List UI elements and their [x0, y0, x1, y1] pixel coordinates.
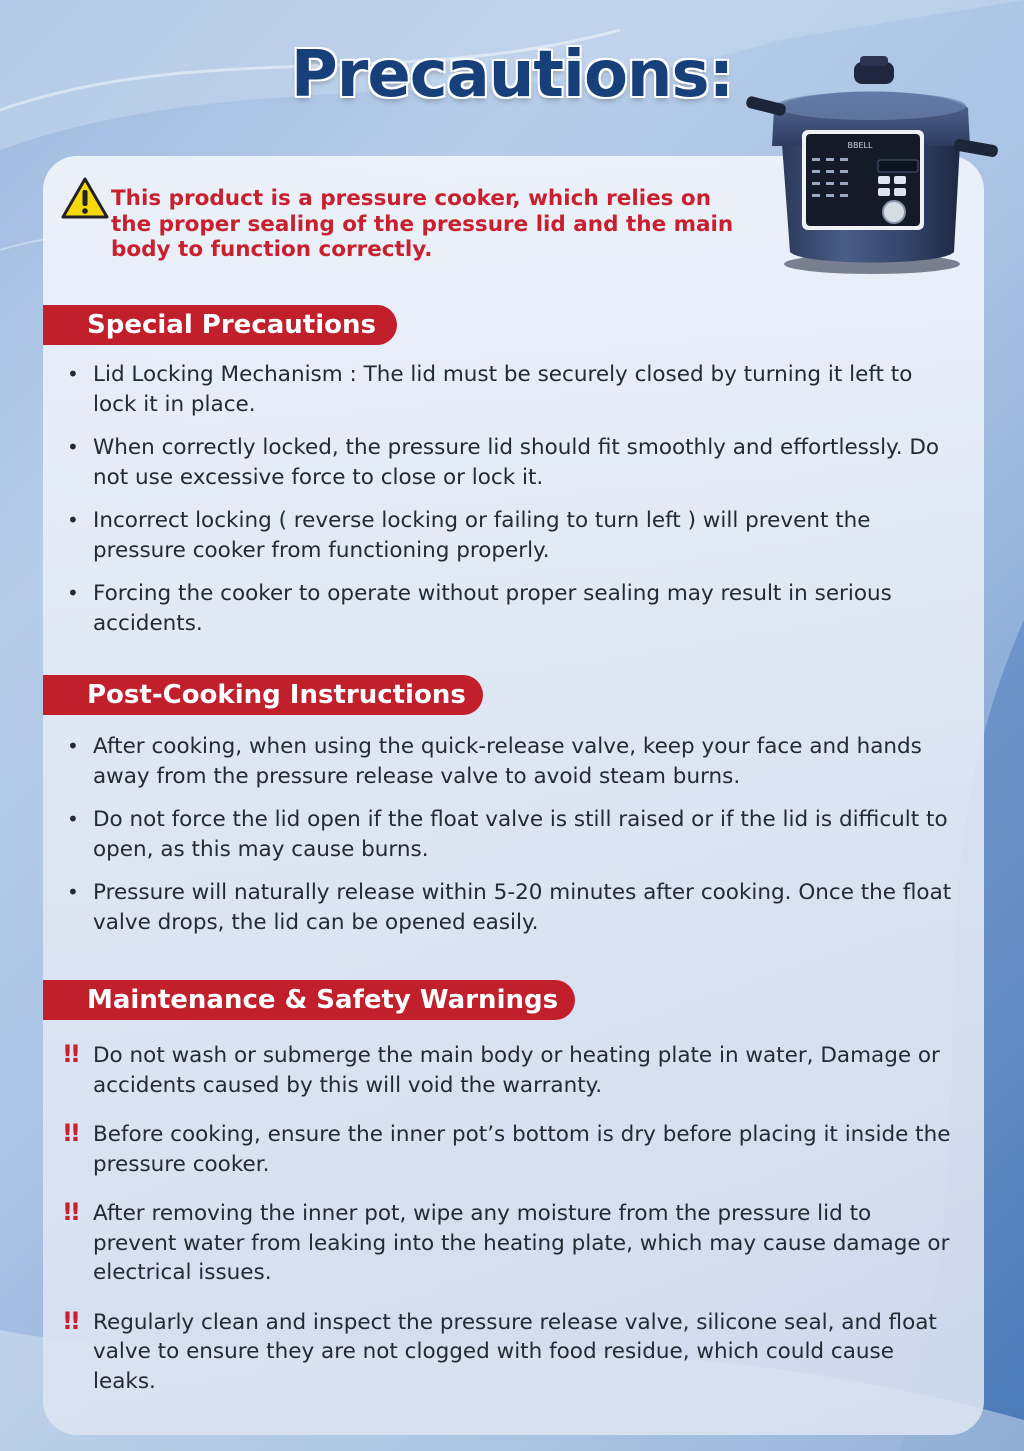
warning-triangle-icon — [60, 176, 110, 220]
section-heading-post-cooking-instructions: Post-Cooking Instructions — [43, 675, 483, 715]
bullet-marker: • — [67, 880, 79, 904]
bullet-marker: • — [67, 435, 79, 459]
bullet-marker: • — [67, 581, 79, 605]
post-cooking-list — [60, 732, 960, 937]
maintenance-warnings-list — [60, 1041, 960, 1396]
bullet-marker: • — [67, 508, 79, 532]
list-item: • When correctly locked, the pressure lid should fit smoothly and effortlessly. Do not use excessive force to close or lock it. — [67, 435, 940, 490]
double-exclamation-icon: !! — [62, 1040, 78, 1068]
list-item: • Do not force the lid open if the float valve is still raised or if the lid is difficult to open, as this may cause burns. — [67, 807, 948, 862]
list-item: • Forcing the cooker to operate without proper sealing may result in serious accidents. — [67, 581, 892, 636]
bullet-marker: • — [67, 807, 79, 831]
svg-text:BBELL: BBELL — [847, 141, 873, 150]
warning-text: This product is a pressure cooker, which relies on the proper sealing of the pressure lid and the main body to function correctly. — [111, 186, 734, 262]
pressure-cooker-image — [742, 56, 998, 282]
list-item: • Incorrect locking ( reverse locking or failing to turn left ) will prevent the pressure cooker from functioning properly. — [67, 508, 871, 563]
section-heading-special-precautions: Special Precautions — [43, 305, 397, 345]
list-item: • Lid Locking Mechanism : The lid must be securely closed by turning it left to lock it in place. — [67, 362, 913, 417]
double-exclamation-icon: !! — [62, 1119, 78, 1147]
list-item: !! After removing the inner pot, wipe any moisture from the pressure lid to prevent water from leaking into the heating plate, which may cause damage or electrical issues. — [62, 1198, 950, 1285]
special-precautions-list — [60, 360, 960, 638]
section-heading-maintenance-safety-warnings: Maintenance & Safety Warnings — [43, 980, 575, 1020]
list-item: !! Do not wash or submerge the main body or heating plate in water, Damage or accidents caused by this will void the warranty. — [62, 1040, 940, 1098]
double-exclamation-icon: !! — [62, 1306, 78, 1335]
bullet-marker: • — [67, 362, 79, 386]
page-title: Precautions: — [290, 38, 734, 112]
list-item: • After cooking, when using the quick-release valve, keep your face and hands away from the pressure release valve to avoid steam burns. — [67, 734, 922, 789]
bullet-marker: • — [67, 734, 79, 758]
list-item: !! Before cooking, ensure the inner pot’s bottom is dry before placing it inside the pressure cooker. — [62, 1119, 951, 1177]
list-item: !! Regularly clean and inspect the pressure release valve, silicone seal, and float valve to ensure they are not clogged with food residue, which could cause leaks. — [62, 1306, 937, 1394]
list-item: • Pressure will naturally release within 5-20 minutes after cooking. Once the float valve drops, the lid can be opened easily. — [67, 880, 952, 935]
double-exclamation-icon: !! — [62, 1198, 78, 1226]
